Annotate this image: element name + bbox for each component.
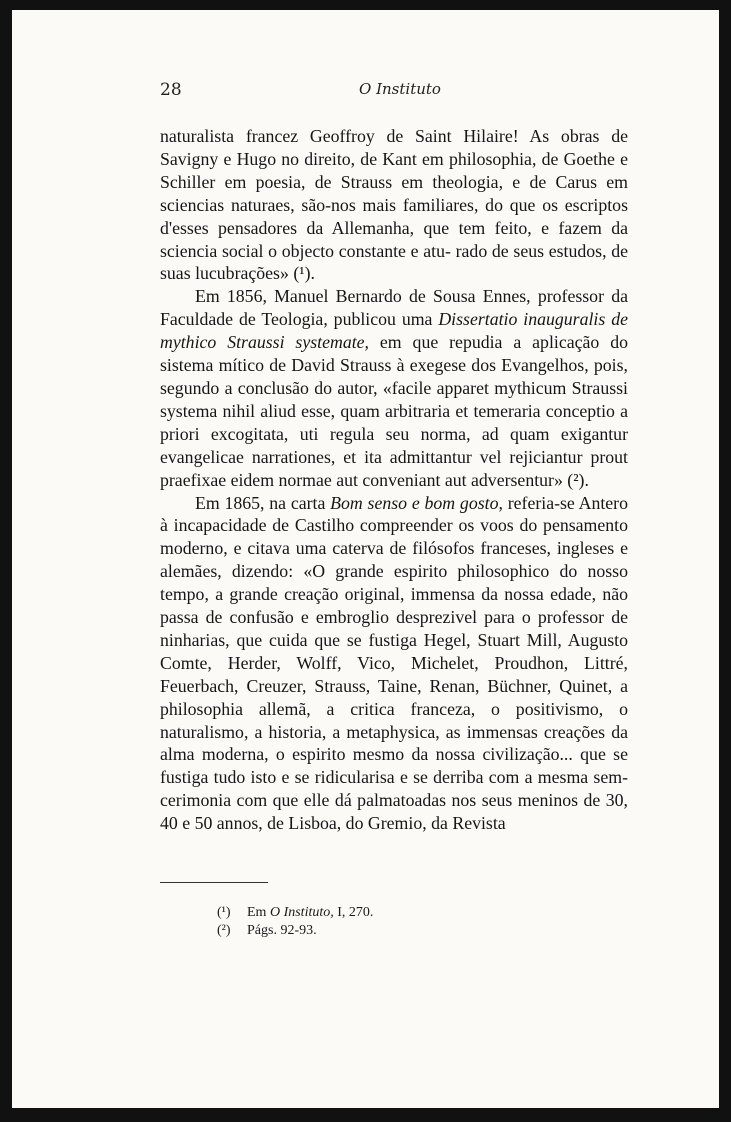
footnote-text: I, 270. <box>333 905 374 920</box>
footnote-text: Em <box>247 905 270 920</box>
running-title: O Instituto <box>359 80 441 98</box>
p1-line: naturalista francez Geoffroy de Saint Hilaire! As obras de <box>160 126 628 146</box>
book-page <box>12 10 719 1108</box>
footnote-number: (²) <box>217 923 231 938</box>
footnote-text: Págs. 92-93. <box>247 923 317 938</box>
paragraph-1 <box>160 125 628 285</box>
p3-text-a: Em 1865, na carta <box>195 492 331 513</box>
paragraph-2 <box>160 285 628 491</box>
footnote-number: (¹) <box>217 905 231 920</box>
p2-text-b: em que repudia a aplicação do sistema mítico de David Strauss à exegese dos Evangelhos, pois, segundo a conclusão do autor, «facile apparet mythicum Straussi systema nihil aliud esse, quam arbitraria et temeraria conceptio a priori excogitata, uti regula seu norma, ad quam exigantur evangelicae narrationes, et ita admittantur vel rejiciantur prout praefixae eidem normae aut conveniant aut adversentur» (²). <box>160 332 628 490</box>
body-text <box>160 125 628 835</box>
footnote-1 <box>217 904 373 922</box>
page-number: 28 <box>160 80 182 100</box>
p1-line: que os escriptos d'esses pensadores da Allemanha, que tem <box>160 194 628 238</box>
footnote-rule <box>160 882 268 883</box>
footnote-title: O Instituto, <box>269 905 334 920</box>
p1-line: feito, e fazem da sciencia social o objecto constante e atu- <box>160 217 628 261</box>
footnote-2 <box>217 922 373 940</box>
p1-line: Savigny e Hugo no direito, de Kant em philosophia, de <box>160 148 564 169</box>
paragraph-3 <box>160 492 628 836</box>
p3-title-bom-senso: Bom senso e bom gosto, <box>330 492 503 513</box>
p1-line: Goethe e Schiller em poesia, de Strauss em theologia, e <box>160 148 628 192</box>
p3-text-b: referia-se Antero à incapacidade de Castilho compreender os voos do pensamento moderno, e citava uma caterva de filósofos franceses, ingleses e alemães, dizendo: «O grande espirito philosophico do nosso tempo, a grande creação original, immensa da nossa edade, não passa de confusão e embroglio desprezivel para o professor de ninharias, que cuida que se fustiga Hegel, Stuart Mill, Augusto Comte, Herder, Wolff, Vico, Michelet, Proudhon, Littré, Feuerbach, Creuzer, Strauss, Taine, Renan, Büchner, Quinet, a philosophia allemã, a critica franceza, o positivismo, o naturalismo, a historia, a metaphysica, as immensas creações da alma moderna, o espirito mesmo da nossa civilização... que se fustiga tudo isto e se ridicularisa e se derriba com a mesma sem-cerimonia com que elle dá palmatoadas nos seus meninos de 30, 40 e 50 annos, de Lisboa, do Gremio, da Revista <box>160 492 628 834</box>
p1-line: rado de seus estudos, de suas lucubrações» (¹). <box>160 240 629 284</box>
p2-text-a: Em 1856, Manuel Bernardo de Sousa Ennes, professor da Faculdade de Teologia, publicou uma <box>160 286 628 330</box>
p1-line: de Carus em sciencias naturaes, são-nos mais familiares, do <box>160 171 628 215</box>
p2-title-dissertatio: Dissertatio inauguralis de mythico Straussi systemate, <box>160 309 628 353</box>
footnotes <box>217 904 373 940</box>
